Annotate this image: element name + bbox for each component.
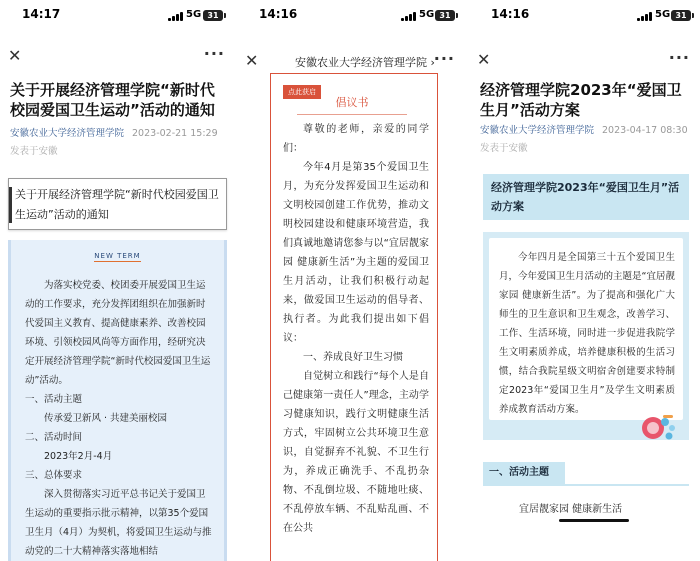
top-nav	[237, 49, 465, 75]
signal-icon	[637, 11, 653, 21]
paragraph: 为落实校党委、校团委开展爱国卫生运动的工作要求，充分发挥团组织在加强新时代爱国主义教育、提高健康素养、改善校园环境、引领校园风尚等方面作用，经研究决定开展经济管理学院“新时代校园爱国卫生运动”活动。	[25, 280, 211, 386]
section-heading: 一、活动主题	[483, 462, 565, 484]
banner-accent-bar	[9, 187, 12, 223]
battery-icon: 31	[671, 10, 691, 21]
more-options-icon[interactable]: ···	[433, 49, 455, 68]
plan-intro-panel	[483, 232, 689, 440]
publish-date: 2023-02-21 15:29	[132, 128, 218, 139]
account-link[interactable]: 安徽农业大学经济管理学院	[480, 125, 595, 136]
article-screen-proposal	[237, 0, 465, 561]
paragraph: 今年4月是第35个爱国卫生月，为充分发挥爱国卫生运动和文明校园创建工作优势，推动文明校园建设和健康环境营造，我们真诚地邀请您参与以“宜居靓家园 健康新生活”为主题的爱国卫生月活动，让我们积极行动起来，做爱国卫生运动的倡导者、执行者。为此我们提出如下倡议：	[283, 162, 429, 344]
section-heading: 一、养成良好卫生习惯	[303, 352, 403, 363]
intro-card	[489, 238, 683, 420]
status-bar	[0, 0, 235, 26]
battery-icon: 31	[203, 10, 223, 21]
article-title: 经济管理学院2023年“爱国卫生月”活动方案	[480, 81, 682, 119]
banner-text: 关于开展经济管理学院“新时代校园爱国卫生运动”活动的通知	[15, 188, 219, 221]
publish-location: 发表于安徽	[480, 143, 528, 154]
proposal-body	[283, 120, 429, 538]
article-screen-plan	[469, 0, 700, 561]
account-link[interactable]: 安徽农业大学经济管理学院	[10, 128, 125, 139]
follow-tag[interactable]: 点此获启	[283, 85, 321, 99]
section-heading: 三、总体要求	[25, 470, 83, 481]
proposal-heading: 倡议书	[335, 96, 369, 109]
intro-paragraph: 今年四月是全国第三十五个爱国卫生月，今年爱国卫生月活动的主题是“宜居靓家园 健康新生活”。为了提高和强化广大师生的卫生意识和卫生观念，改善学习、工作、生活环境，同时进一步促进我院学生文明素质养成，培养健康积极的生活习惯，结合我院星级文明宿舍创建要求特制定2023年“爱国卫生月”及学生文明素质养成教育活动方案。	[499, 252, 675, 415]
top-nav	[469, 48, 700, 74]
publish-date: 2023-04-17 08:30	[602, 125, 688, 136]
section-heading: 二、活动时间	[25, 432, 83, 443]
close-icon[interactable]: ✕	[477, 50, 491, 69]
more-options-icon[interactable]: ···	[668, 48, 690, 67]
new-term-badge: NEW TERM	[94, 252, 141, 260]
network-label: 5G	[419, 9, 435, 20]
theme-text: 宜居靓家园 健康新生活	[519, 504, 623, 515]
plan-title-card: 经济管理学院2023年“爱国卫生月”活动方案	[483, 174, 689, 220]
article-title: 关于开展经济管理学院“新时代校园爱国卫生运动”活动的通知	[10, 81, 215, 119]
paragraph: 深入贯彻落实习近平总书记关于爱国卫生运动的重要指示批示精神，以第35个爱国卫生月（4月）为契机，将爱国卫生运动与推动党的二十大精神落实落地相结	[25, 489, 212, 557]
signal-icon	[168, 11, 184, 21]
content-panel	[8, 240, 227, 561]
status-time: 14:17	[22, 7, 61, 21]
section-rule	[483, 484, 689, 486]
notice-body	[25, 276, 214, 561]
signal-icon	[401, 11, 417, 21]
network-label: 5G	[655, 9, 671, 20]
title-banner	[8, 178, 227, 230]
account-nav-title[interactable]: 安徽农业大学经济管理学院 ›	[295, 56, 435, 69]
close-icon[interactable]: ✕	[245, 51, 259, 70]
publish-location: 发表于安徽	[10, 146, 58, 157]
top-nav	[0, 44, 235, 70]
article-meta	[480, 122, 688, 136]
section-heading: 一、活动主题	[25, 394, 83, 405]
status-time: 14:16	[259, 7, 298, 21]
heading-underline	[297, 114, 407, 115]
paragraph: 自觉树立和践行“每个人是自己健康第一责任人”理念，主动学习健康知识，践行文明健康生活方式，牢固树立公共环境卫生意识，自觉摒弃不礼貌、不卫生行为，养成正确洗手、不乱扔杂物、不乱倒垃圾、不随地吐痰、不乱停放车辆、不乱贴乱画、不在公共	[283, 371, 429, 534]
status-bar	[469, 0, 700, 26]
home-indicator	[559, 519, 629, 522]
status-time: 14:16	[491, 7, 530, 21]
cleaning-decoration-icon	[639, 412, 679, 442]
network-label: 5G	[186, 9, 202, 20]
article-meta	[10, 125, 218, 139]
more-options-icon[interactable]: ···	[203, 44, 225, 63]
battery-icon: 31	[435, 10, 455, 21]
status-bar	[237, 0, 465, 26]
close-icon[interactable]: ✕	[8, 46, 22, 65]
paragraph: 传承爱卫新风 · 共建美丽校园	[44, 413, 168, 424]
paragraph: 2023年2月-4月	[44, 451, 113, 462]
salutation: 尊敬的老师，亲爱的同学们：	[283, 124, 429, 154]
article-screen-notice	[0, 0, 235, 561]
